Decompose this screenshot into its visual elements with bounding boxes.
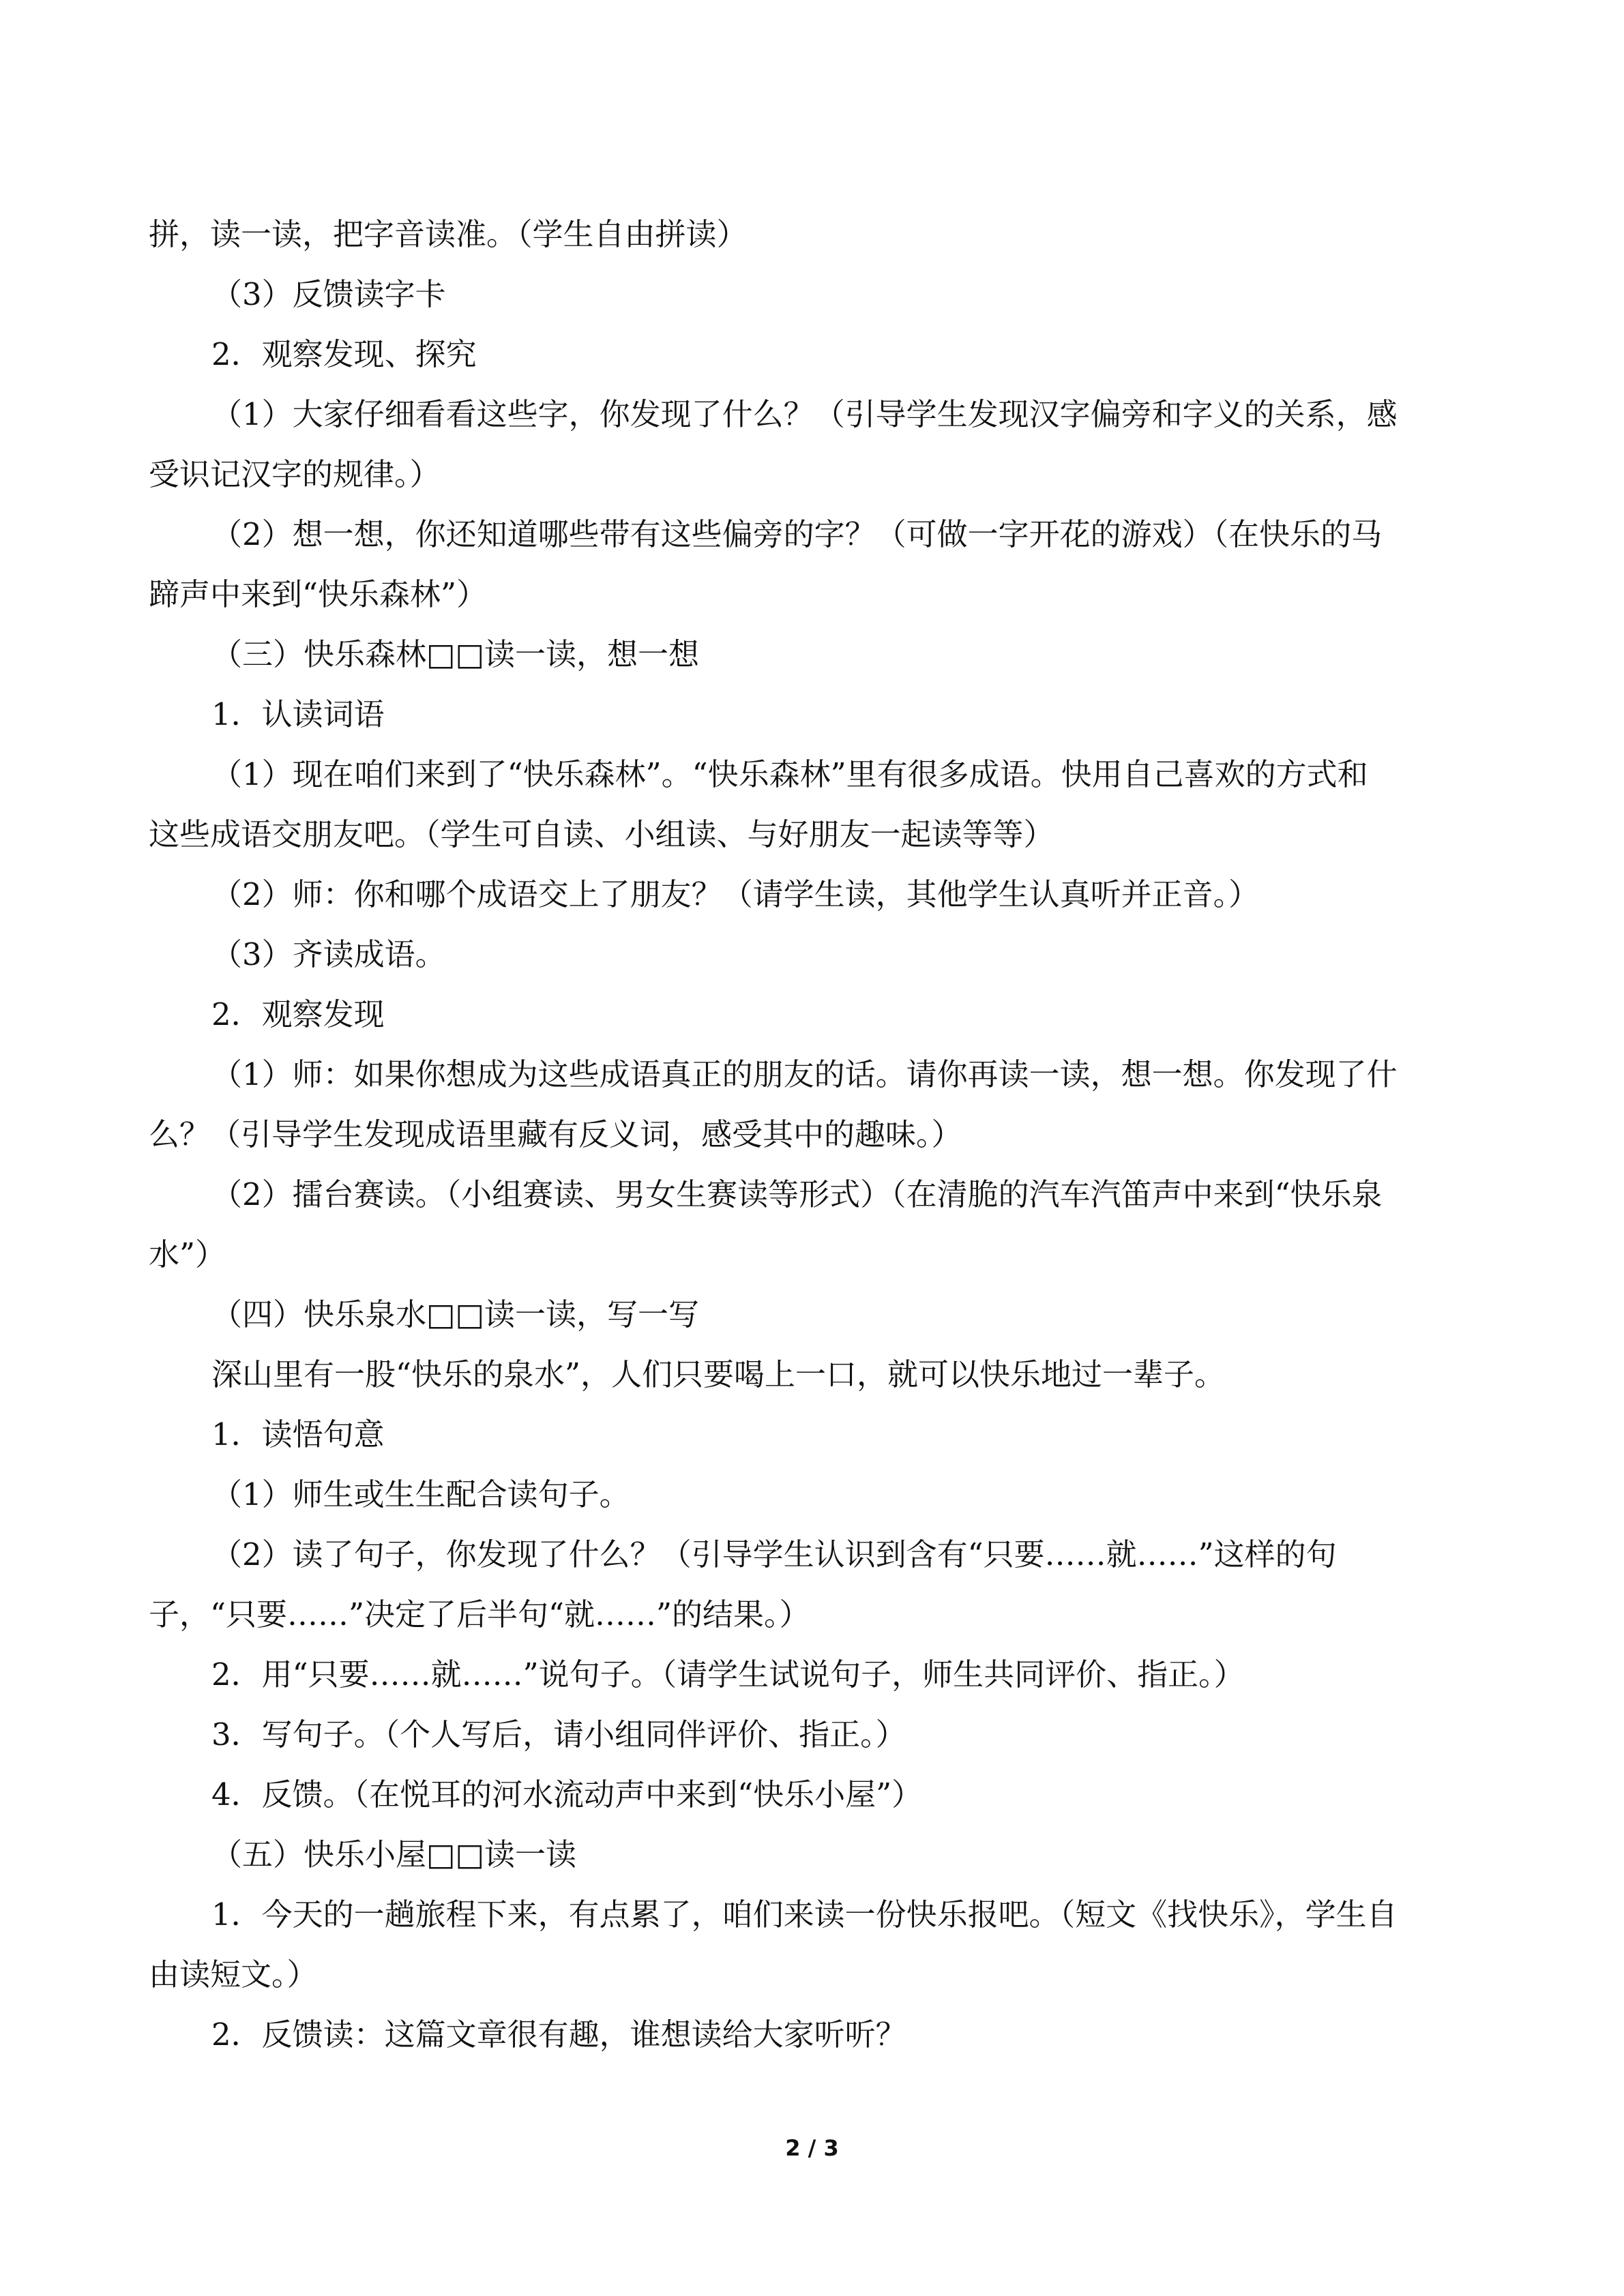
text-line: 水”） — [149, 1236, 226, 1272]
text-line: 3．写句子。（个人写后，请小组同伴评价、指正。） — [211, 1716, 906, 1753]
text-line: （2）读了句子，你发现了什么？（引导学生认识到含有“只要……就……”这样的句 — [211, 1536, 1337, 1572]
text-line: 这些成语交朋友吧。（学生可自读、小组读、与好朋友一起读等等） — [149, 816, 1054, 852]
text-line: （2）擂台赛读。（小组赛读、男女生赛读等形式）（在清脆的汽车汽笛声中来到“快乐泉 — [211, 1176, 1383, 1212]
section-heading: 2．观察发现、探究 — [211, 336, 477, 372]
text-line: 深山里有一股“快乐的泉水”，人们只要喝上一口，就可以快乐地过一辈子。 — [211, 1356, 1226, 1392]
text-line: 拼，读一读，把字音读准。（学生自由拼读） — [149, 216, 748, 252]
section-heading: （五）快乐小屋□□读一读 — [211, 1836, 577, 1873]
text-line: 4．反馈。（在悦耳的河水流动声中来到“快乐小屋”） — [211, 1776, 923, 1813]
text-line: 2．反馈读：这篇文章很有趣，谁想读给大家听听？ — [211, 2016, 906, 2053]
text-line: （1）师生或生生配合读句子。 — [211, 1476, 630, 1512]
text-line: （1）师：如果你想成为这些成语真正的朋友的话。请你再读一读，想一想。你发现了什 — [211, 1056, 1398, 1092]
text-line: 子，“只要……”决定了后半句“就……”的结果。） — [149, 1596, 810, 1632]
text-line: 2．用“只要……就……”说句子。（请学生试说句子，师生共同评价、指正。） — [211, 1656, 1245, 1693]
text-line: 受识记汉字的规律。） — [149, 456, 441, 492]
text-line: （2）师：你和哪个成语交上了朋友？（请学生读，其他学生认真听并正音。） — [211, 876, 1260, 912]
text-line: 1．今天的一趟旅程下来，有点累了，咱们来读一份快乐报吧。（短文《找快乐》，学生自 — [211, 1896, 1398, 1933]
section-heading: （三）快乐森林□□读一读，想一想 — [211, 636, 700, 672]
page-number: 2 / 3 — [785, 2135, 839, 2161]
text-line: 么？（引导学生发现成语里藏有反义词，感受其中的趣味。） — [149, 1116, 962, 1152]
document-body — [149, 205, 1475, 2065]
section-heading: （四）快乐泉水□□读一读，写一写 — [211, 1296, 700, 1332]
section-heading: 1．认读词语 — [211, 696, 385, 732]
section-heading: 2．观察发现 — [211, 996, 385, 1032]
section-heading: 1．读悟句意 — [211, 1416, 385, 1452]
text-line: （1）大家仔细看看这些字，你发现了什么？（引导学生发现汉字偏旁和字义的关系，感 — [211, 396, 1398, 432]
text-line: 由读短文。） — [149, 1956, 318, 1993]
text-line: 蹄声中来到“快乐森林”） — [149, 576, 488, 612]
text-line: （3）反馈读字卡 — [211, 276, 446, 312]
text-line: （3）齐读成语。 — [211, 936, 446, 972]
text-line: （2）想一想，你还知道哪些带有这些偏旁的字？（可做一字开花的游戏）（在快乐的马 — [211, 516, 1383, 552]
text-line: （1）现在咱们来到了“快乐森林”。“快乐森林”里有很多成语。快用自己喜欢的方式和 — [211, 756, 1368, 792]
